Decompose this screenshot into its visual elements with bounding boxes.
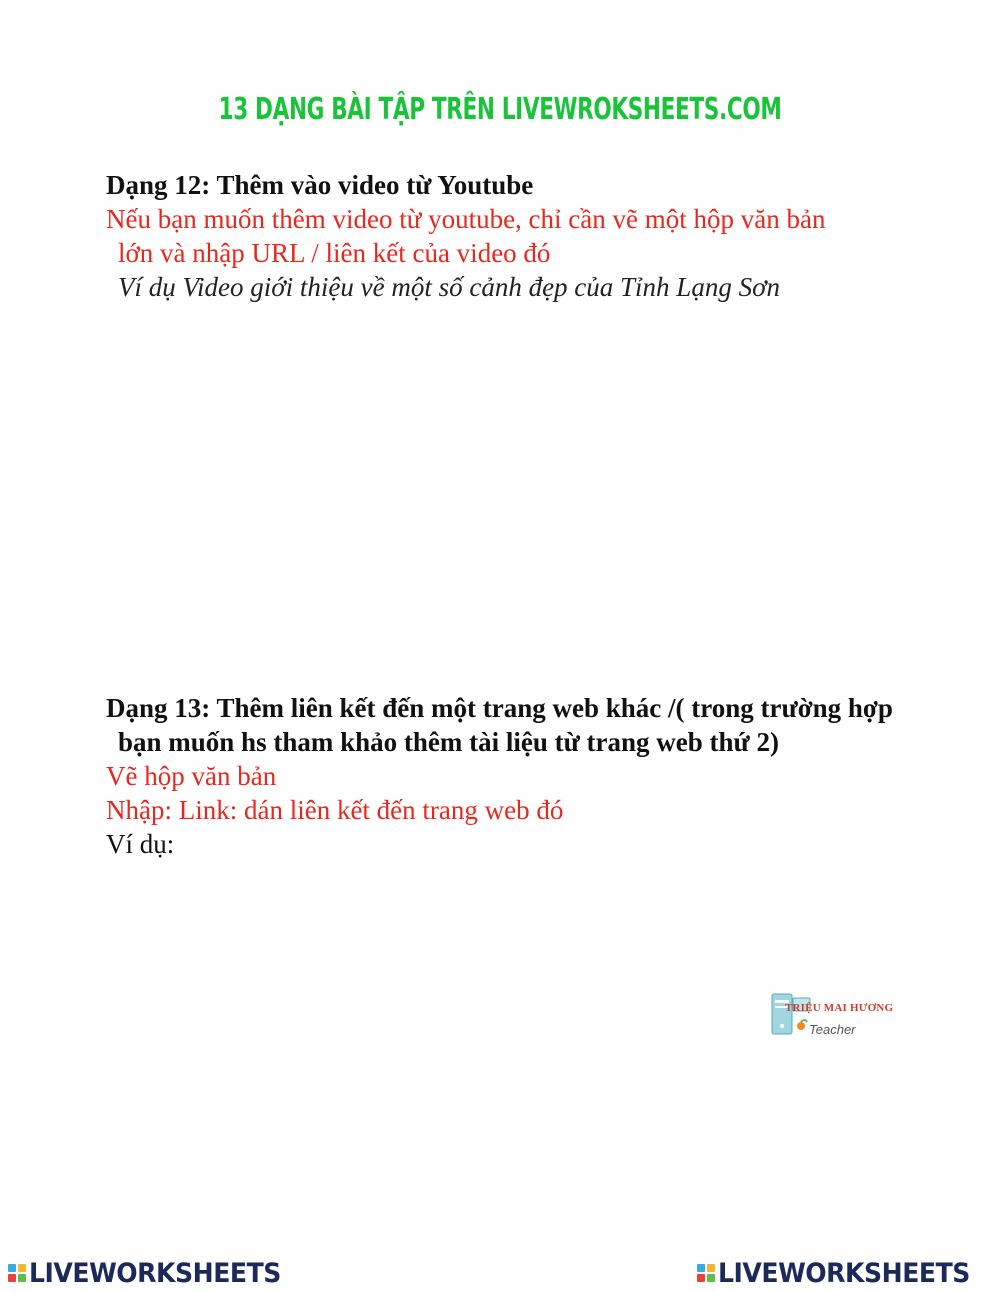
section-12-line-1: Nếu bạn muốn thêm video từ youtube, chỉ cần vẽ một hộp văn bản: [106, 204, 826, 234]
computer-icon: [771, 992, 811, 1038]
section-13-step-1: Vẽ hộp văn bản: [106, 761, 277, 791]
teacher-logo: [771, 992, 894, 1040]
liveworksheets-logo-icon: [697, 1264, 715, 1282]
brand-text-left: LIVEWORKSHEETS: [29, 1257, 281, 1289]
section-12-line-2: lớn và nhập URL / liên kết của video đó: [118, 238, 551, 268]
section-13-heading-line-1: Dạng 13: Thêm liên kết đến một trang web khác /( trong trường hợp: [106, 693, 893, 723]
logo-subtitle: Teacher: [809, 1022, 856, 1037]
section-12-example: Ví dụ Video giới thiệu về một số cảnh đẹp của Tỉnh Lạng Sơn: [118, 272, 780, 302]
page-title: 13 DẠNG BÀI TẬP TRÊN LIVEWROKSHEETS.COM: [218, 92, 782, 127]
liveworksheets-logo-icon: [8, 1264, 26, 1282]
liveworksheets-brand-right: [697, 1256, 989, 1290]
section-13-example: Ví dụ:: [106, 829, 175, 859]
section-13-heading-line-2: bạn muốn hs tham khảo thêm tài liệu từ trang web thứ 2): [118, 727, 779, 757]
logo-name: TRIỆU MAI HƯƠNG: [785, 1002, 894, 1014]
liveworksheets-brand-left: [8, 1256, 300, 1290]
section-12-heading: Dạng 12: Thêm vào video từ Youtube: [106, 170, 534, 200]
section-13-step-2: Nhập: Link: dán liên kết đến trang web đó: [106, 795, 564, 825]
brand-text-right: LIVEWORKSHEETS: [718, 1257, 970, 1289]
